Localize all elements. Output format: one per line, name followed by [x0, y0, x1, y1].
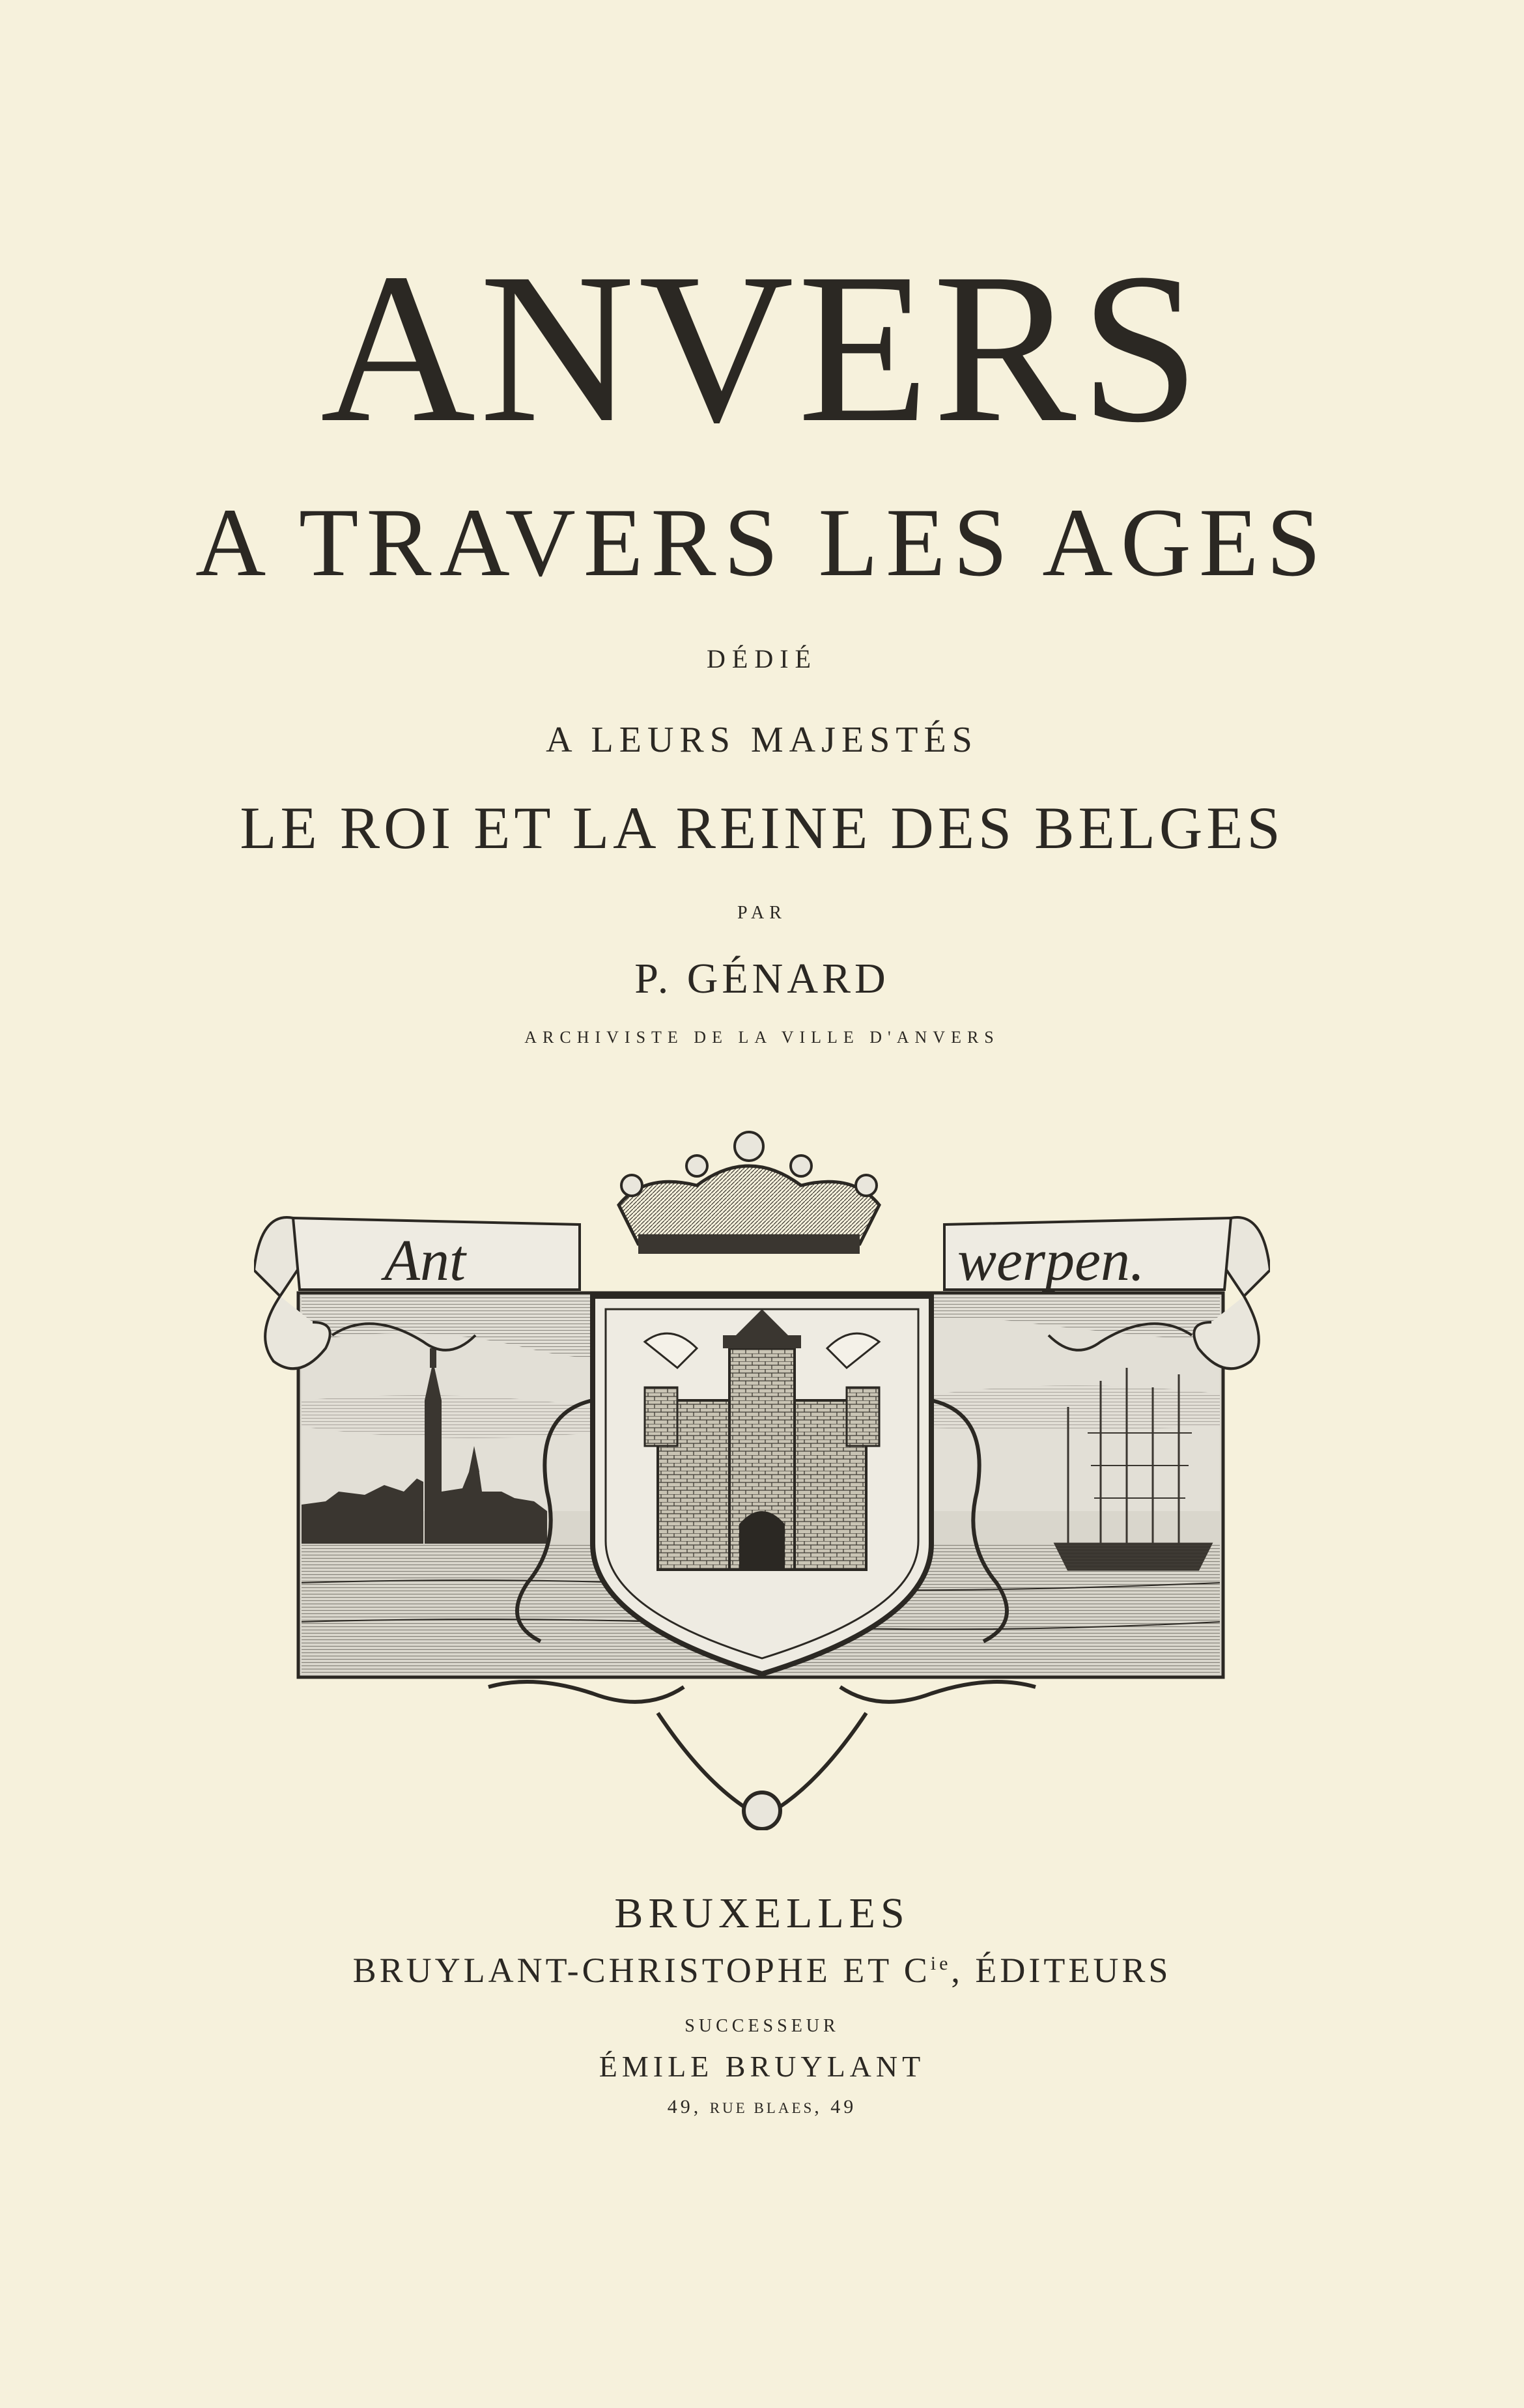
shield: [593, 1296, 931, 1674]
address-street: RUE BLAES: [709, 2100, 815, 2116]
author-role: ARCHIVISTE DE LA VILLE D'ANVERS: [524, 1028, 1000, 1047]
banner-left-text: Ant: [384, 1228, 466, 1293]
publisher-name: BRUYLANT-CHRISTOPHE ET C: [352, 1951, 931, 1990]
dedication-line-2: LE ROI ET LA REINE DES BELGES: [240, 795, 1284, 861]
pendant-ring: [744, 1792, 780, 1829]
crown: [619, 1132, 879, 1254]
dedication-line-1: A LEURS MAJESTÉS: [546, 720, 978, 760]
imprint-publisher: [0, 1953, 1524, 1988]
book-title: ANVERS: [320, 229, 1204, 467]
publisher-superscript: ie: [930, 1953, 952, 1974]
antwerp-coat-of-arms-engraving: [254, 1127, 1270, 1830]
book-subtitle: A TRAVERS LES AGES: [195, 489, 1329, 597]
imprint-successeur: SUCCESSEUR: [684, 2016, 840, 2036]
address-number-2: 49: [830, 2096, 857, 2118]
imprint-address: 49, RUE BLAES, 49: [667, 2096, 857, 2118]
byline-par: PAR: [737, 903, 787, 923]
banner-right-text: werpen.: [957, 1228, 1145, 1293]
imprint-successor-name: ÉMILE BRUYLANT: [599, 2050, 925, 2083]
dedication-heading: DÉDIÉ: [707, 644, 817, 673]
imprint-city: BRUXELLES: [614, 1890, 910, 1937]
author-name: P. GÉNARD: [634, 955, 890, 1002]
address-number-1: 49: [667, 2096, 694, 2118]
publisher-suffix: , ÉDITEURS: [951, 1951, 1172, 1990]
